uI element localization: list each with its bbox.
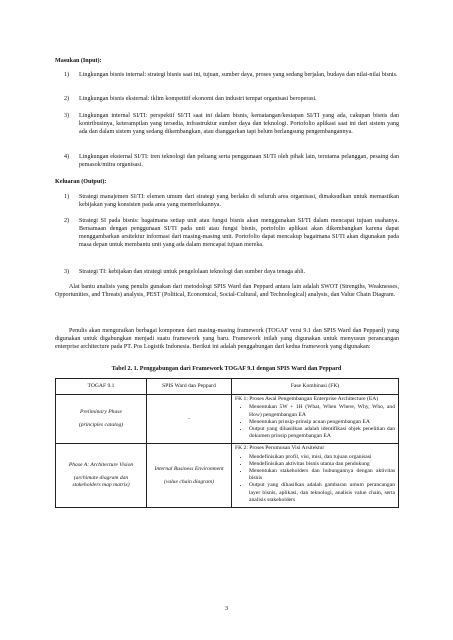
header-spis: SPIS Ward dan Peppard — [147, 379, 232, 395]
input-heading: Masukan (Input): — [55, 58, 102, 64]
paragraph-framework: Penulis akan menguraikan berbagai komponen dari masing-masing framework (TOGAF versi 9.1 dan SPIS Ward dan Peppard) yang digunakan untuk digabungkan menjadi suatu framework yang baru. Framework inilah yang digunakan untuk menyusun perancangan enterprise architecture pada PT. Pos Logistik Indonesia. Berikut ini adalah penggabungan dari kedua framework yang digunakan: — [55, 328, 399, 351]
list-item: Strategi manajemen SI/TI: elemen umum dari strategi yang berlaku di seluruh area organisasi, dimaksudkan untuk memastikan kebijakan yang konsisten pada area yang memerlukannya. — [79, 194, 399, 209]
table-row — [56, 395, 399, 444]
fk-item: • Mendefinisikan aktivitas bisnis utama dan pendukung — [249, 461, 395, 468]
output-heading: Keluaran (Output): — [55, 179, 107, 185]
page-number: 3 — [224, 605, 229, 612]
fk-item: • Menentukan 5W + 1H (What, When Where, Why, Who, and How) pengembangan EA — [249, 404, 395, 418]
fk-list — [235, 454, 395, 504]
fk-list — [235, 404, 395, 440]
list-number: 3) — [64, 113, 70, 119]
fk-item: • Output yang dihasilkan adalah gambaran umum perancangan layer bisnis, aplikasi, dan teknologi, analisis value chain, serta analisis stakeholders — [249, 482, 395, 504]
fk-title: FK 2: Proses Perumusan Visi Arsitektur — [235, 445, 325, 452]
table-row — [56, 444, 399, 508]
list-number: 2) — [64, 218, 70, 224]
framework-table — [55, 378, 399, 508]
spis-cell: – — [147, 395, 232, 444]
list-number: 4) — [64, 154, 70, 160]
fk-cell — [232, 444, 399, 508]
list-item: Lingkungan eksternal SI/TI: tren teknologi dan peluang serta penggunaan SI/TI oleh pihak lain, terutama pelanggan, pesaing dan pemasok/mitra organisasi. — [79, 154, 399, 169]
fk-item: • Menentukan stakeholders dan hubungannya dengan aktivitas bisnis — [249, 468, 395, 482]
list-item: Lingkungan bisnis internal: strategi bisnis saat ini, tujuan, sumber daya, proses yang sedang berjalan, budaya dan nilai-nilai bisnis. — [79, 72, 398, 78]
fk-cell — [232, 395, 399, 444]
list-item: Strategi SI pada bisnis: bagaimana setiap unit atau fungsi bisnis akan menggunakan SI/TI dalam mencapai tujuan usahanya. Bersamaan dengan penggunaan SI/TI pada unit atau fungsi bisnis, portofolio aplikasi akan dikembangkan karena dapat menggambarkan arsitektur informasi dari masing-masing unit. Portofolio dapat mencakup bagaimana SI/TI akan digunakan pada masa depan untuk membantu unit yang ada dalam mencapai tujuan mereka. — [79, 218, 399, 249]
table-header-row — [56, 379, 399, 395]
table-caption: Tabel 2. 1. Penggabungan dari Framework TOGAF 9.1 dengan SPIS Ward dan Peppard — [111, 366, 342, 372]
togaf-phase: Phase A: Architecture Vision — [68, 461, 134, 468]
header-fk: Fase Kombinasi (FK) — [232, 379, 399, 395]
fk-item: • Output yang dihasilkan adalah identifikasi objek penelitian dan dokumen prinsip pengembangan EA — [249, 426, 395, 440]
list-item: Lingkungan bisnis eksternal: iklim kompetitif ekonomi dan industri tempat organisasi beroperasi. — [79, 96, 317, 102]
fk-item: • Mendefinisikan profil, visi, misi, dan tujuan organisasi — [249, 454, 395, 461]
paragraph-analysis-tools: Alat bantu analisis yang penulis gunakan dari metodologi SPIS Ward dan Peppard antara lain adalah SWOT (Strengths, Weaknesses, Opportunities, and Threats) analysis, PEST (Political, Economical, Social-Cultural, and Technological) analysis, dan Value Chain Diagram. — [55, 284, 399, 299]
fk-item: • Menentukan prinsip-prinsip acuan pengembangan EA — [249, 419, 395, 426]
list-item: Strategi TI: kebijakan dan strategi untuk pengelolaan teknologi dan sumber daya tenaga ahli. — [79, 269, 306, 275]
header-togaf: TOGAF 9.1 — [56, 379, 147, 395]
list-item: Lingkungan internal SI/TI: perspektif SI/TI saat ini dalam bisnis, kematangan/kesiapan SI/TI yang ada, cakupan bisnis dan kontribusinya, keterampilan yang tersedia, infrastruktur sumber daya dan teknologi. Portofolio aplikasi saat ini dari sistem yang ada dan dalam sistem yang sedang dikembangkan, atau dianggarkan tapi belum berlangsung pengembangannya. — [79, 113, 399, 136]
fk-title: FK 1: Proses Awal Pengembangan Enterprise Architecture (EA) — [235, 396, 379, 403]
list-number: 3) — [64, 269, 70, 275]
togaf-artifact: (archimate diagram dan stakeholders map matrix) — [72, 475, 130, 489]
list-number: 2) — [64, 96, 70, 102]
togaf-cell — [56, 444, 147, 508]
spis-cell — [147, 444, 232, 508]
list-number: 1) — [64, 72, 70, 78]
togaf-cell — [56, 395, 147, 444]
spis-component: Internal Business Environment — [154, 465, 224, 472]
list-number: 1) — [64, 194, 70, 200]
togaf-artifact: (principles catalog) — [78, 422, 124, 429]
togaf-phase: Preliminary Phase — [80, 409, 122, 416]
spis-artifact: (value chain diagram) — [163, 478, 215, 485]
